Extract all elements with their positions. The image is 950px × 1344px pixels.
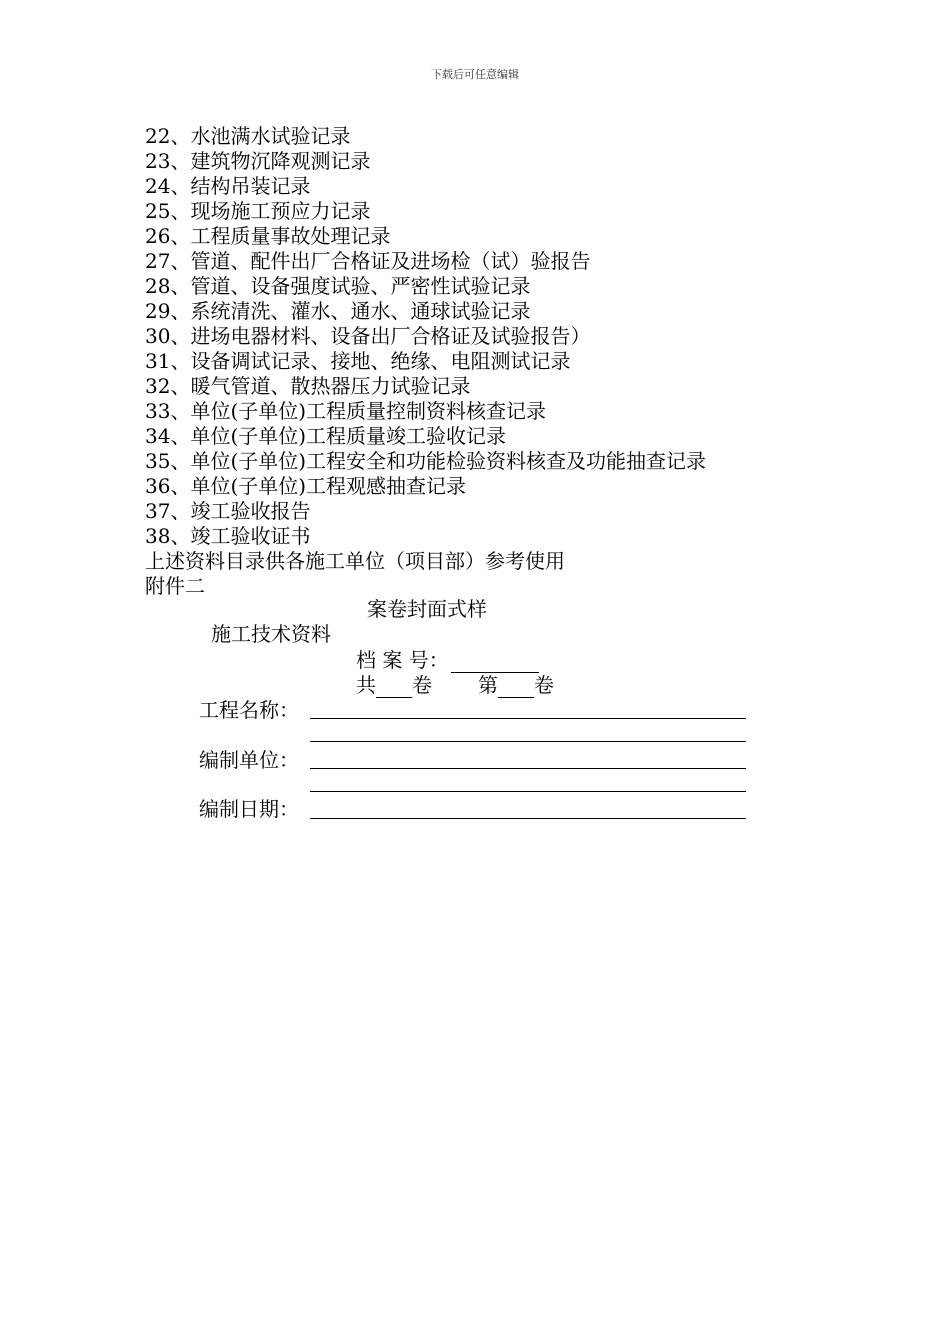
volume-index-prefix: 第 <box>478 673 498 697</box>
list-item: 36、单位(子单位)工程观感抽查记录 <box>145 474 467 498</box>
project-name-line-2 <box>310 741 746 742</box>
list-item: 35、单位(子单位)工程安全和功能检验资料核查及功能抽查记录 <box>145 449 707 473</box>
list-item: 37、竣工验收报告 <box>145 499 311 523</box>
list-item: 29、系统清洗、灌水、通水、通球试验记录 <box>145 299 531 323</box>
compiler-label: 编制单位： <box>199 748 299 772</box>
project-name-line <box>310 718 746 719</box>
list-item: 27、管道、配件出厂合格证及进场检（试）验报告 <box>145 249 591 273</box>
archive-number-label: 档 案 号： <box>356 648 449 672</box>
usage-note: 上述资料目录供各施工单位（项目部）参考使用 <box>145 549 565 573</box>
volume-total-prefix: 共 <box>356 673 376 697</box>
list-item: 34、单位(子单位)工程质量竣工验收记录 <box>145 424 507 448</box>
volume-total-blank <box>376 677 412 698</box>
list-item: 25、现场施工预应力记录 <box>145 199 371 223</box>
list-item: 31、设备调试记录、接地、绝缘、电阻测试记录 <box>145 349 571 373</box>
compiler-line-2 <box>310 791 746 792</box>
compiler-line <box>310 768 746 769</box>
archive-number <box>356 648 539 673</box>
volume-index-suffix: 卷 <box>534 673 554 697</box>
list-item: 22、水池满水试验记录 <box>145 124 351 148</box>
list-item: 30、进场电器材料、设备出厂合格证及试验报告） <box>145 324 591 348</box>
attachment-heading: 附件二 <box>145 574 205 598</box>
list-item: 32、暖气管道、散热器压力试验记录 <box>145 374 471 398</box>
volume-index-blank <box>498 677 534 698</box>
header-note: 下载后可任意编辑 <box>431 68 519 81</box>
list-item: 38、竣工验收证书 <box>145 524 311 548</box>
volume-row <box>356 673 554 698</box>
archive-number-blank <box>451 652 539 673</box>
date-label: 编制日期： <box>199 797 299 821</box>
date-line <box>310 818 746 819</box>
volume-total-suffix: 卷 <box>412 673 432 697</box>
list-item: 24、结构吊装记录 <box>145 174 311 198</box>
list-item: 28、管道、设备强度试验、严密性试验记录 <box>145 274 531 298</box>
list-item: 26、工程质量事故处理记录 <box>145 224 391 248</box>
project-name-label: 工程名称： <box>199 698 299 722</box>
cover-subtitle: 施工技术资料 <box>211 622 331 646</box>
document-list <box>145 124 706 549</box>
cover-title: 案卷封面式样 <box>367 597 487 621</box>
list-item: 23、建筑物沉降观测记录 <box>145 149 371 173</box>
list-item: 33、单位(子单位)工程质量控制资料核查记录 <box>145 399 547 423</box>
